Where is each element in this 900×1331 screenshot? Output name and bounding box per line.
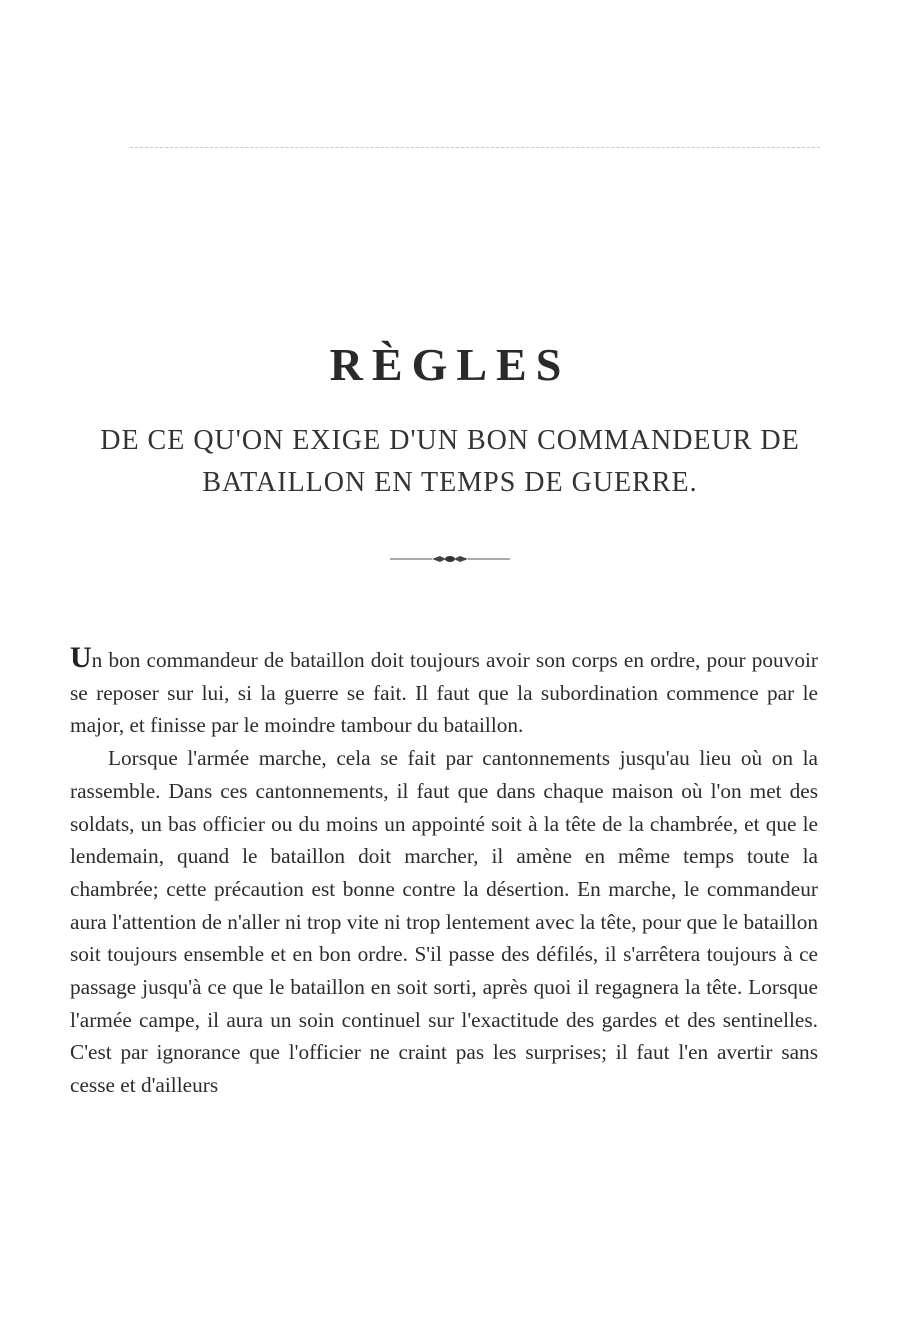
subtitle-line-2: BATAILLON EN TEMPS DE GUERRE.: [202, 467, 698, 498]
paragraph-1: [70, 641, 818, 742]
paragraph-1-text: n bon commandeur de bataillon doit toujours avoir son corps en ordre, pour pouvoir se reposer sur lui, si la guerre se fait. Il faut que la subordination commence par le major, et finisse par le moindre tambour du bataillon.: [70, 648, 818, 738]
ornament-divider-icon: [390, 552, 510, 566]
paragraph-2: Lorsque l'armée marche, cela se fait par cantonnements jusqu'au lieu où on la rassemble. Dans ces cantonnements, il faut que dans chaque maison où l'on met des soldats, un bas officier ou du moins un appointé soit à la tête de la chambrée, et que le lendemain, quand le bataillon doit marcher, il amène en même temps toute la chambrée; cette précaution est bonne contre la désertion. En marche, le commandeur aura l'attention de n'aller ni trop vite ni trop lentement avec la tête, pour que le bataillon soit toujours ensemble et en bon ordre. S'il passe des défilés, il s'arrêtera toujours à ce passage jusqu'à ce que le bataillon en soit sorti, après quoi il regagnera la tête. Lorsque l'armée campe, il aura un soin continuel sur l'exactitude des gardes et des sentinelles. C'est par ignorance que l'officier ne craint pas les surprises; il faut l'en avertir sans cesse et d'ailleurs: [70, 746, 818, 1098]
main-text: [70, 641, 818, 1102]
page-title: RÈGLES: [329, 339, 571, 390]
top-divider: [130, 147, 820, 148]
subtitle-line-1: DE CE QU'ON EXIGE D'UN BON COMMANDEUR DE: [100, 425, 800, 456]
page-subtitle: [80, 420, 820, 504]
drop-cap: U: [70, 641, 92, 674]
